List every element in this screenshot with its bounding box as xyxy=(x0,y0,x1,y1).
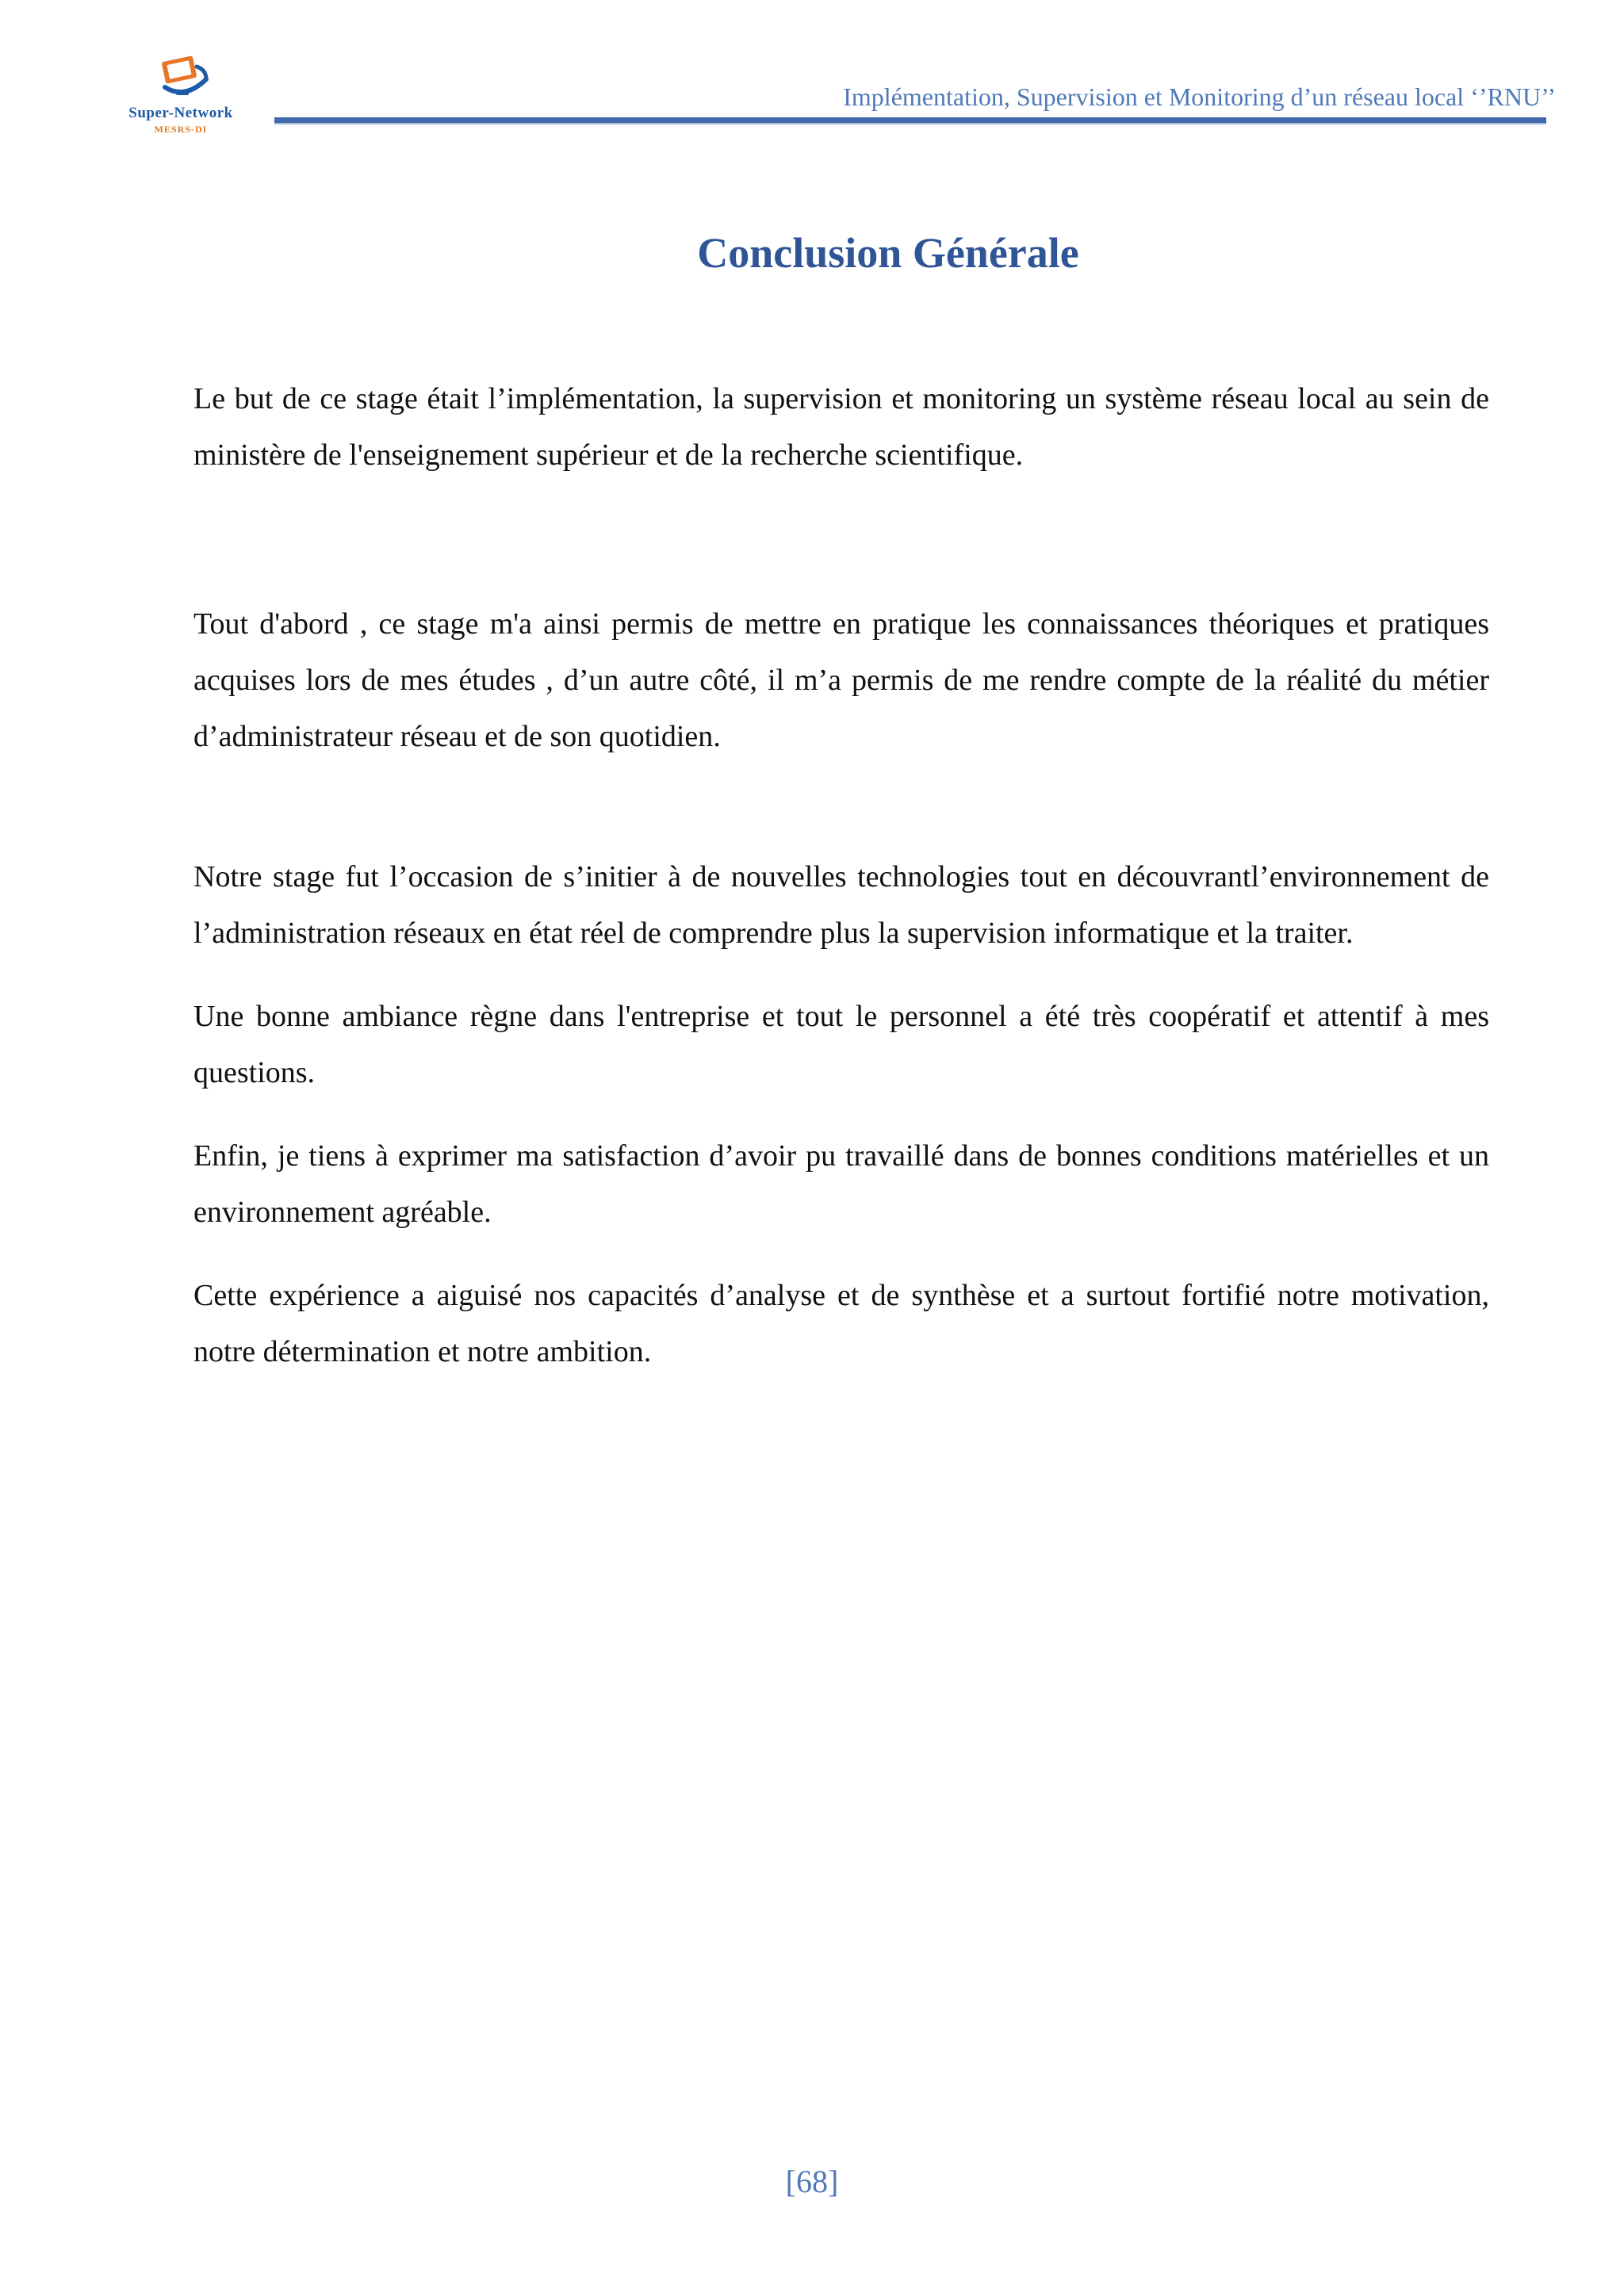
paragraph: Une bonne ambiance règne dans l'entreprise et tout le personnel a été très coopératif et attentif à mes questions. xyxy=(193,1000,1489,1089)
paragraph: Tout d'abord , ce stage m'a ainsi permis de mettre en pratique les connaissances théoriques et pratiques acquises lors de mes études , d’un autre côté, il m’a permis de me rendre compte de la réalité du métier d’administrateur réseau et de son quotidien. xyxy=(193,607,1489,753)
page-title: Conclusion Générale xyxy=(697,229,1079,277)
logo xyxy=(102,55,260,143)
computer-icon xyxy=(157,55,213,103)
paragraph: Le but de ce stage était l’implémentation, la supervision et monitoring un système réseau local au sein de ministère de l'enseignement supérieur et de la recherche scientifique. xyxy=(193,382,1489,472)
paragraph: Enfin, je tiens à exprimer ma satisfaction d’avoir pu travaillé dans de bonnes conditions matérielles et un environnement agréable. xyxy=(193,1139,1489,1229)
logo-name: Super-Network xyxy=(128,105,233,121)
header-rule xyxy=(274,117,1546,123)
page-number: [68] xyxy=(785,2164,839,2199)
header-rule-shadow xyxy=(274,123,1546,124)
body-text xyxy=(193,371,1489,1380)
logo-subtitle: MESRS-DI xyxy=(154,124,208,135)
paragraph: Cette expérience a aiguisé nos capacités d’analyse et de synthèse et a surtout fortifié notre motivation, notre détermination et notre ambition. xyxy=(193,1279,1489,1368)
paragraph: Notre stage fut l’occasion de s’initier à de nouvelles technologies tout en découvrantl’environnement de l’administration réseaux en état réel de comprendre plus la supervision informatique et la traiter. xyxy=(193,860,1489,950)
header-title: Implémentation, Supervision et Monitoring d’un réseau local ‘’RNU’’ xyxy=(843,82,1556,111)
